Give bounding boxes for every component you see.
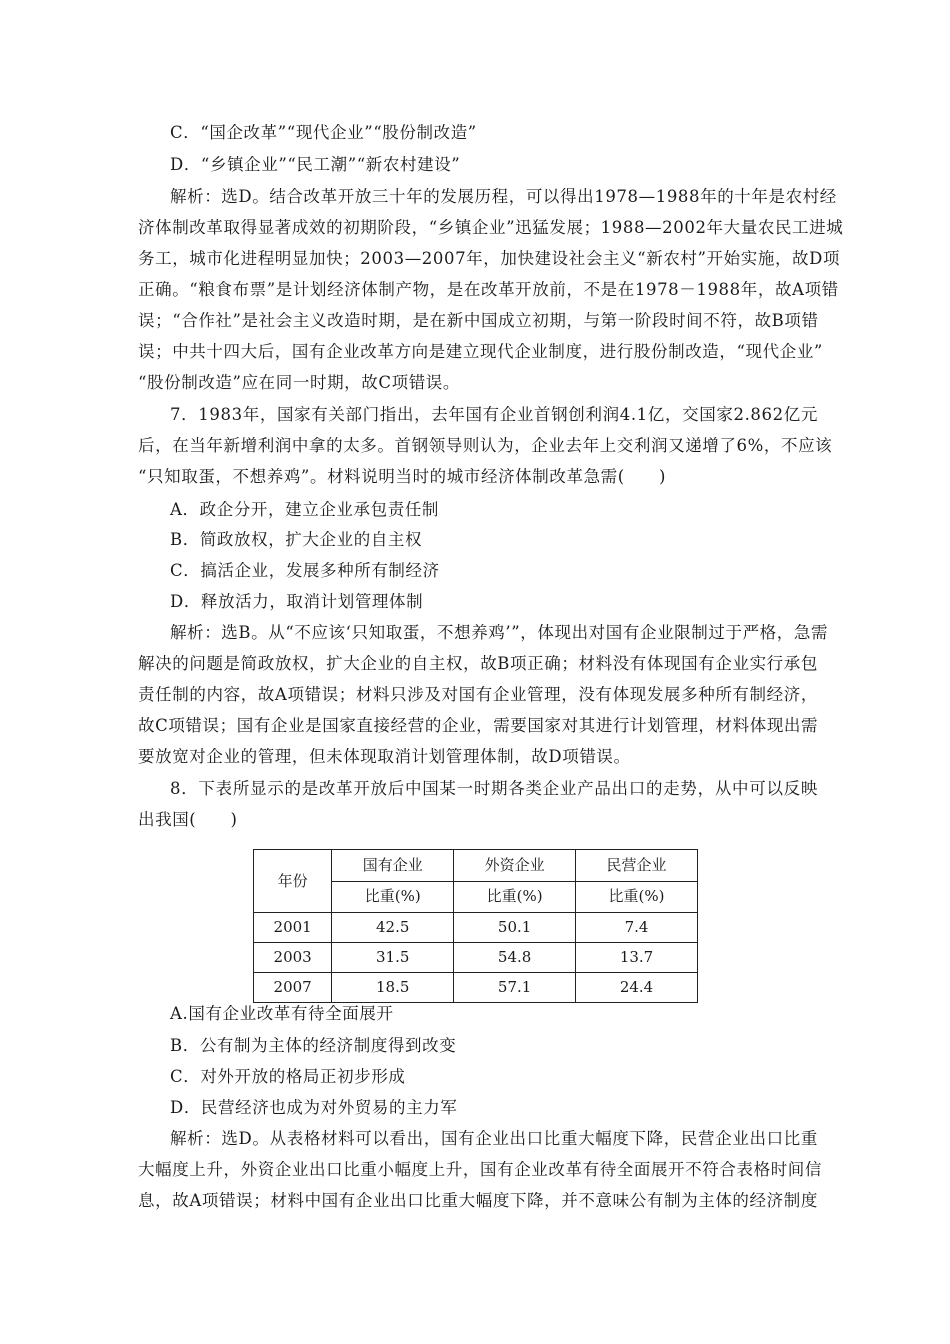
option-c-prev: C．“国企改革”“现代企业”“股份制改造” (170, 123, 477, 142)
analysis-line: 误；“合作社”是社会主义改造时期，是在新中国成立初期，与第一阶段时间不符，故B项错 (138, 311, 819, 330)
option-d: D．释放活力，取消计划管理体制 (170, 592, 424, 611)
question-8-line: 8．下表所显示的是改革开放后中国某一时期各类企业产品出口的走势，从中可以反映 (170, 779, 818, 798)
analysis-line: 责任制的内容，故A项错误；材料只涉及对国有企业管理，没有体现发展多种所有制经济， (138, 685, 818, 704)
table-header-private: 民营企业 (576, 850, 698, 882)
table-cell: 13.7 (576, 943, 698, 973)
option-d-prev: D．“乡镇企业”“民工潮”“新农村建设” (170, 155, 461, 174)
analysis-line: 济体制改革取得显著成效的初期阶段，“乡镇企业”迅猛发展；1988—2002年大量农民工进城 (138, 218, 844, 237)
question-7-line: 后，在当年新增利润中拿的太多。首钢领导则认为，企业去年上交利润又递增了6%，不应该 (138, 436, 833, 455)
table-row (254, 943, 698, 973)
analysis-line: 解决的问题是简政放权，扩大企业的自主权，故B项正确；材料没有体现国有企业实行承包 (138, 654, 818, 673)
analysis-line: 解析：选D。从表格材料可以看出，国有企业出口比重大幅度下降，民营企业出口比重 (170, 1129, 818, 1148)
table-subheader: 比重(%) (576, 881, 698, 913)
table-cell: 18.5 (332, 973, 454, 1003)
export-share-table (253, 849, 698, 1003)
option-c: C．对外开放的格局正初步形成 (170, 1067, 406, 1086)
table-cell: 57.1 (454, 973, 576, 1003)
analysis-line: “股份制改造”应在同一时期，故C项错误。 (138, 373, 460, 392)
table-header-state: 国有企业 (332, 850, 454, 882)
option-b: B．简政放权，扩大企业的自主权 (170, 530, 423, 549)
table-cell-year: 2003 (254, 943, 332, 973)
table-cell: 42.5 (332, 913, 454, 943)
table-cell: 50.1 (454, 913, 576, 943)
analysis-line: 大幅度上升，外资企业出口比重小幅度上升，国有企业改革有待全面展开不符合表格时间信 (138, 1160, 822, 1179)
table-header-year: 年份 (254, 850, 332, 913)
analysis-line: 务工，城市化进程明显加快；2003—2007年，加快建设社会主义“新农村”开始实施，故D项 (138, 249, 841, 268)
option-a: A.国有企业改革有待全面展开 (170, 1004, 394, 1023)
table-header-foreign: 外资企业 (454, 850, 576, 882)
table-cell-year: 2007 (254, 973, 332, 1003)
question-7-line: “只知取蛋，不想养鸡”。材料说明当时的城市经济体制改革急需( ) (138, 467, 667, 486)
table-cell: 7.4 (576, 913, 698, 943)
option-b: B．公有制为主体的经济制度得到改变 (170, 1036, 457, 1055)
analysis-line: 息，故A项错误；材料中国有企业出口比重大幅度下降，并不意味公有制为主体的经济制度 (138, 1191, 818, 1210)
option-a: A．政企分开，建立企业承包责任制 (170, 500, 440, 519)
analysis-line: 解析：选D。结合改革开放三十年的发展历程，可以得出1978—1988年的十年是农村经 (170, 187, 837, 206)
analysis-line: 故C项错误；国有企业是国家直接经营的企业，需要国家对其进行计划管理，材料体现出需 (138, 716, 819, 735)
option-c: C．搞活企业，发展多种所有制经济 (170, 561, 440, 580)
analysis-line: 解析：选B。从“不应该‘只知取蛋，不想养鸡’”，体现出对国有企业限制过于严格，急需 (170, 623, 829, 642)
table-cell: 31.5 (332, 943, 454, 973)
table-subheader: 比重(%) (454, 881, 576, 913)
option-d: D．民营经济也成为对外贸易的主力军 (170, 1098, 458, 1117)
table-cell-year: 2001 (254, 913, 332, 943)
table-cell: 54.8 (454, 943, 576, 973)
table-row (254, 913, 698, 943)
table-row (254, 973, 698, 1003)
analysis-line: 要放宽对企业的管理，但未体现取消计划管理体制，故D项错误。 (138, 747, 631, 766)
analysis-line: 误；中共十四大后，国有企业改革方向是建立现代企业制度，进行股份制改造，“现代企业” (138, 342, 823, 361)
analysis-line: 正确。“粮食布票”是计划经济体制产物，是在改革开放前，不是在1978－1988年，故A项错 (138, 280, 839, 299)
table-cell: 24.4 (576, 973, 698, 1003)
table-subheader: 比重(%) (332, 881, 454, 913)
question-7-line: 7．1983年，国家有关部门指出，去年国有企业首钢创利润4.1亿，交国家2.862亿元 (170, 405, 818, 424)
question-8-line: 出我国( ) (138, 810, 238, 829)
